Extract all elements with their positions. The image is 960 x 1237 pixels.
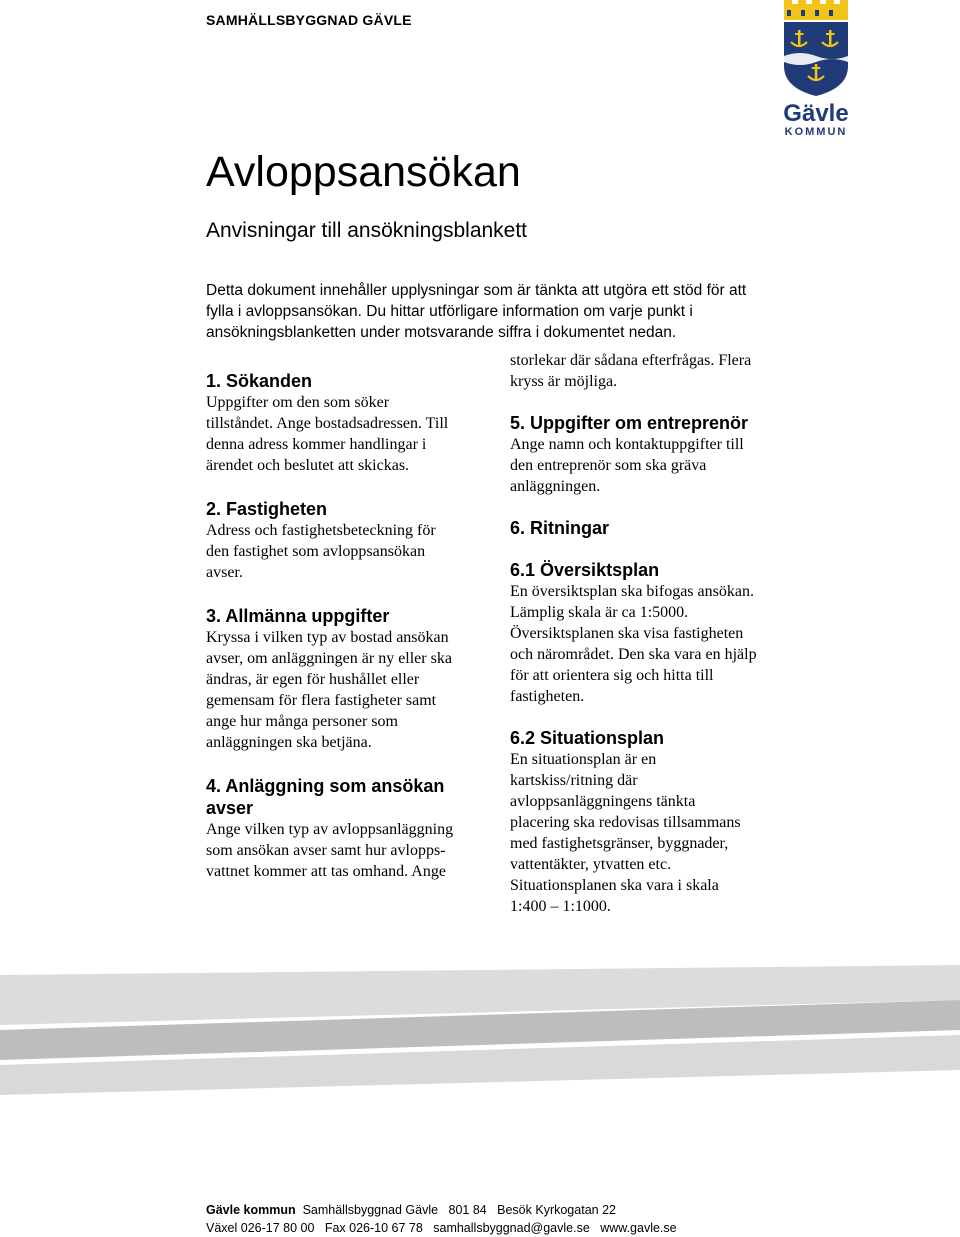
footer [206, 1201, 677, 1237]
section-text-4: Ange vilken typ av avloppsanläggning som ansökan avser samt hur avlopps- vattnet kommer att tas omhand. Ange [206, 821, 454, 880]
section-heading-2: 2. Fastigheten [206, 499, 328, 519]
footer-line-1: Gävle kommun Samhällsbyggnad Gävle 801 84 Besök Kyrkogatan 22 [206, 1203, 616, 1217]
logo-subtext: KOMMUN [784, 126, 848, 138]
footer-line-2: Växel 026-17 80 00 Fax 026-10 67 78 samhallsbyggnad@gavle.se www.gavle.se [206, 1221, 677, 1235]
gavle-kommun-logo [776, 0, 856, 140]
section-heading-3: 3. Allmänna uppgifter [206, 606, 390, 626]
section-heading-1: 1. Sökanden [206, 371, 313, 391]
section-text-4-continued: storlekar där sådana efterfrågas. Flera kryss är möjliga. [510, 352, 752, 390]
department-header: SAMHÄLLSBYGGNAD GÄVLE [206, 12, 412, 28]
right-column [510, 350, 795, 917]
logo-wordmark: Gävle [783, 100, 849, 127]
section-heading-6: 6. Ritningar [510, 518, 610, 538]
section-heading-6-2: 6.2 Situationsplan [510, 728, 665, 748]
section-heading-4: 4. Anläggning som ansökan avser [206, 776, 445, 818]
section-heading-5: 5. Uppgifter om entreprenör [510, 413, 749, 433]
page-subtitle: Anvisningar till ansökningsblankett [206, 219, 528, 242]
section-text-1: Uppgifter om den som söker tillståndet. Ange bostadsadressen. Till denna adress kommer handlingar i ärendet och beslutet att skickas. [206, 394, 449, 474]
crown-icon [784, 0, 848, 20]
section-text-6-1: En översiktsplan ska bifogas ansökan. Lämplig skala är ca 1:5000. Översiktsplanen ska visa fastigheten och närområdet. Den ska vara en hjälp för att orientera sig och hitta till fastigheten. [510, 583, 757, 705]
left-column [206, 350, 491, 882]
section-text-3: Kryssa i vilken typ av bostad ansökan avser, om anläggningen är ny eller ska ändras, är egen för hushållet eller gemensam för flera fastigheter samt ange hur många personer som anläggningen ska betjäna. [206, 629, 452, 751]
decorative-band [0, 960, 960, 1100]
section-text-5: Ange namn och kontaktuppgifter till den entreprenör som ska gräva anläggningen. [510, 436, 744, 495]
section-heading-6-1: 6.1 Översiktsplan [510, 560, 660, 580]
page-title: Avloppsansökan [206, 148, 521, 196]
section-text-2: Adress och fastighetsbeteckning för den fastighet som avloppsansökan avser. [206, 522, 436, 581]
section-text-6-2: En situationsplan är en kartskiss/ritning där avloppsanläggningens tänkta placering ska redovisas tillsammans med fastighetsgränser, byggnader, vattentäkter, ytvatten etc. Situationsplanen ska vara i skala 1:400 – 1:1000. [510, 751, 741, 915]
intro-paragraph: Detta dokument innehåller upplysningar som är tänkta att utgöra ett stöd för att fylla i avloppsansökan. Du hittar utförligare information om varje punkt i ansökningsblanketten under motsvarande siffra i dokumentet nedan. [206, 282, 747, 341]
